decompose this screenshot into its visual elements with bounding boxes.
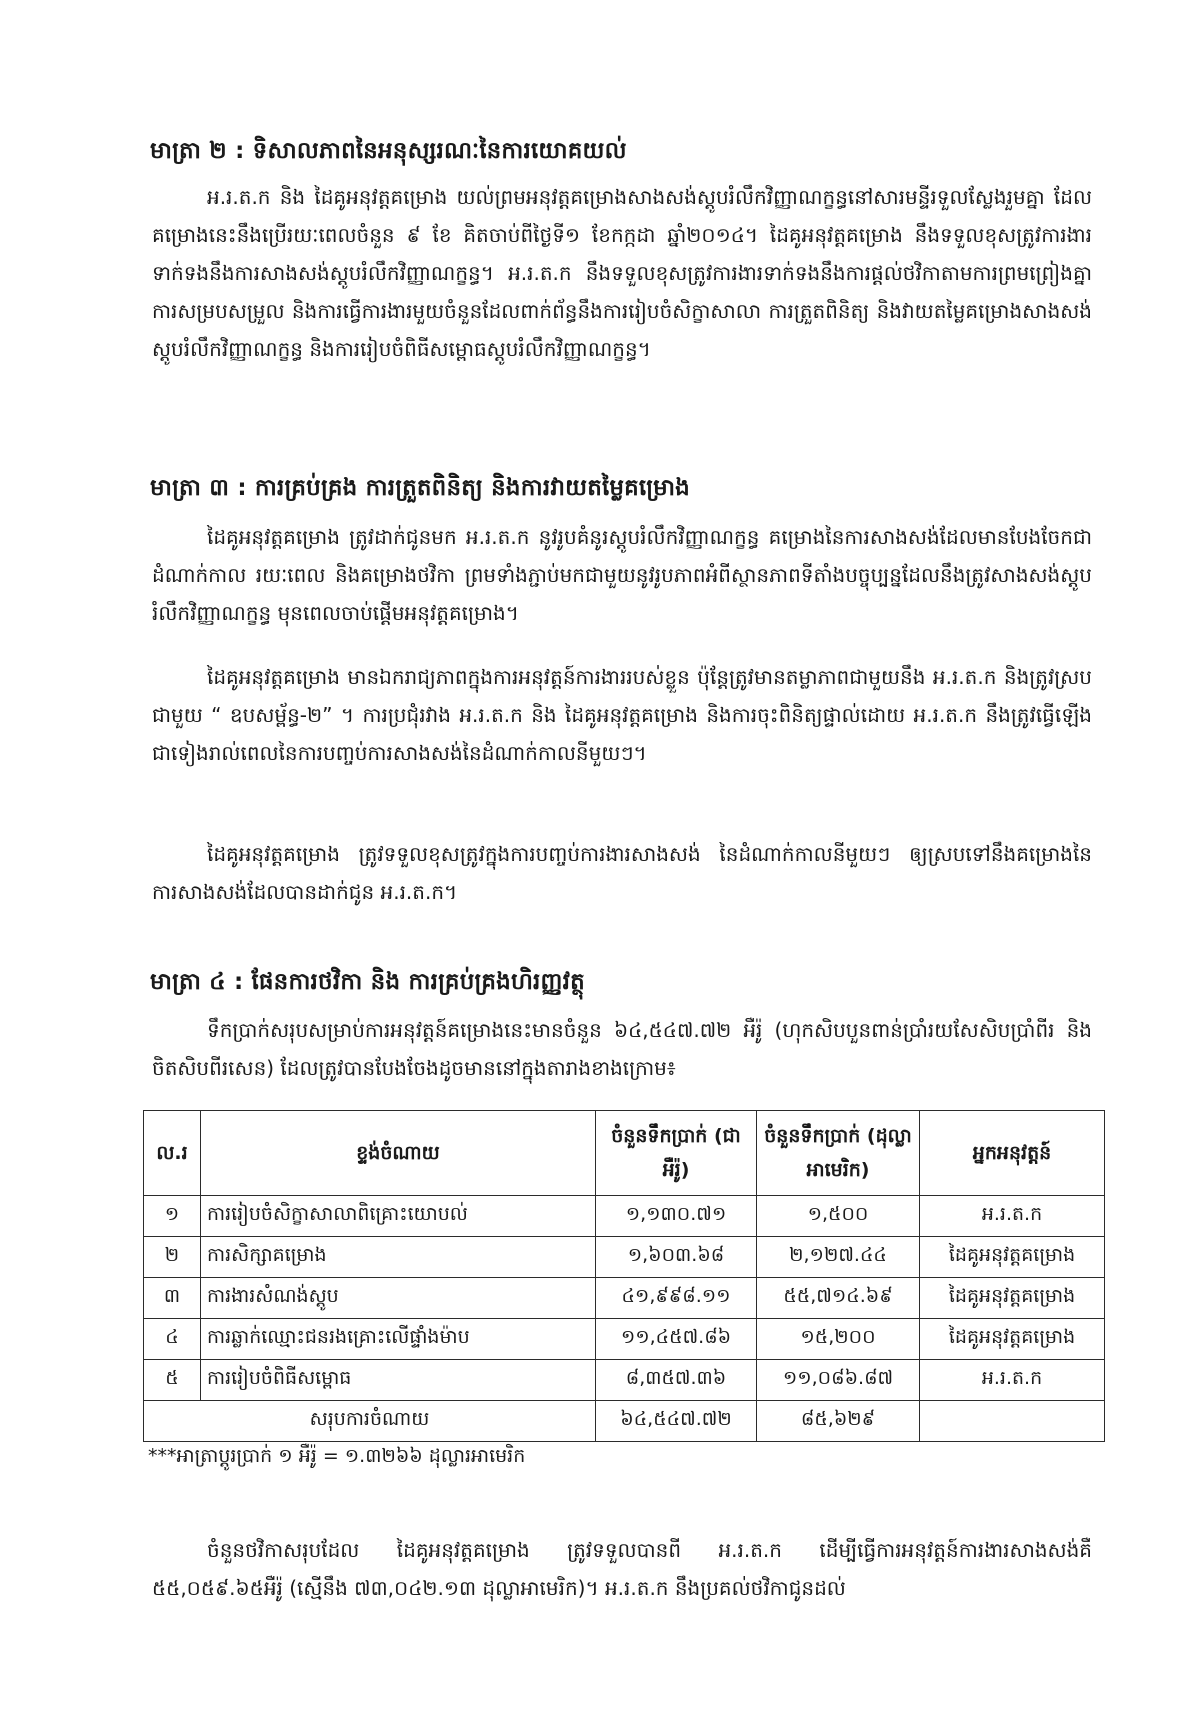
article-3-paragraph-3: ដៃគូអនុវត្តគម្រោង ត្រូវទទួលខុសត្រូវក្នុងការបញ្ចប់ការងារសាងសង់ នៃដំណាក់កាលនីមួយៗ ឲ្យស្របទៅនឹងគម្រោងនៃការសាងសង់ដែលបានដាក់ជូន អ.រ.ត.ក។ xyxy=(152,842,1092,904)
closing-paragraph: ចំនួនថវិកាសរុបដែល ដៃគូអនុវត្តគម្រោង ត្រូវទទួលបានពី អ.រ.ត.ក ដើម្បីធ្វើការអនុវត្តន៍ការងារសាងសង់គឺ ៥៥,០៥៩.៦៥អឺរ៉ូ (ស្មើនឹង ៧៣,០៤២.១៣ ដុល្លាអាមេរិក)។ អ.រ.ត.ក នឹងប្រគល់ថវិកាជូនដល់ xyxy=(152,1538,1092,1600)
row-item: ការសិក្សាគម្រោង xyxy=(201,1237,596,1278)
budget-table xyxy=(143,1110,1105,1442)
row-implementer: ដៃគូអនុវត្តគម្រោង xyxy=(920,1319,1105,1360)
total-label: សរុបការចំណាយ xyxy=(144,1401,596,1442)
row-eur: ៤១,៩៩៨.១១ xyxy=(596,1278,757,1319)
table-total-row xyxy=(144,1401,1105,1442)
header-implementer: អ្នកអនុវត្តន៍ xyxy=(920,1111,1105,1196)
total-implementer xyxy=(920,1401,1105,1442)
table-row xyxy=(144,1196,1105,1237)
article-3-heading: មាត្រា ៣ : ការគ្រប់គ្រង ការត្រួតពិនិត្យ និងការវាយតម្លៃគម្រោង xyxy=(150,475,690,501)
article-2-heading: មាត្រា ២ : ទិសាលភាពនៃអនុស្សរណៈនៃការយោគយល់ xyxy=(150,138,627,164)
row-item: ការរៀបចំសិក្ខាសាលាពិគ្រោះយោបល់ xyxy=(201,1196,596,1237)
table-row xyxy=(144,1237,1105,1278)
header-no: ល.រ xyxy=(144,1111,201,1196)
row-eur: ១,៦០៣.៦៨ xyxy=(596,1237,757,1278)
row-item: ការឆ្លាក់ឈ្មោះជនរងគ្រោះលើផ្ទាំងម៉ាប xyxy=(201,1319,596,1360)
row-usd: ១១,០៨៦.៨៧ xyxy=(757,1360,920,1401)
row-usd: ១៥,២០០ xyxy=(757,1319,920,1360)
article-4-heading: មាត្រា ៤ : ផែនការថវិកា និង ការគ្រប់គ្រងហិរញ្ញវត្ថុ xyxy=(150,969,585,995)
article-3-paragraph-2: ដៃគូអនុវត្តគម្រោង មានឯករាជ្យភាពក្នុងការអនុវត្តន៍ការងាររបស់ខ្លួន ប៉ុន្តែត្រូវមានតម្លាភាពជាមួយនឹង អ.រ.ត.ក និងត្រូវស្របជាមួយ “ ឧបសម្ព័ន្ធ-២” ។ ការប្រជុំរវាង អ.រ.ត.ក និង ដៃគូអនុវត្តគម្រោង និងការចុះពិនិត្យផ្ទាល់ដោយ អ.រ.ត.ក នឹងត្រូវធ្វើឡើងជាទៀងរាល់ពេលនៃការបញ្ចប់ការសាងសង់នៃដំណាក់កាលនីមួយៗ។ xyxy=(152,665,1092,765)
header-item: ខ្ទង់ចំណាយ xyxy=(201,1111,596,1196)
total-usd: ៨៥,៦២៩ xyxy=(757,1401,920,1442)
header-eur: ចំនួនទឹកប្រាក់ (ជាអឺរ៉ូ) xyxy=(596,1111,757,1196)
row-no: ៣ xyxy=(144,1278,201,1319)
row-item: ការងារសំណង់ស្តូប xyxy=(201,1278,596,1319)
row-item: ការរៀបចំពិធីសម្ពោធ xyxy=(201,1360,596,1401)
row-no: ១ xyxy=(144,1196,201,1237)
table-header-row xyxy=(144,1111,1105,1196)
row-no: ៤ xyxy=(144,1319,201,1360)
row-usd: ៥៥,៧១៤.៦៩ xyxy=(757,1278,920,1319)
row-no: ២ xyxy=(144,1237,201,1278)
row-no: ៥ xyxy=(144,1360,201,1401)
article-3-paragraph-1: ដៃគូអនុវត្តគម្រោង ត្រូវដាក់ជូនមក អ.រ.ត.ក នូវរូបគំនូរស្តូបរំលឹកវិញ្ញាណក្ខន្ធ គម្រោងនៃការសាងសង់ដែលមានបែងចែកជាដំណាក់កាល រយៈពេល និងគម្រោងថវិកា ព្រមទាំងភ្ជាប់មកជាមួយនូវរូបភាពអំពីស្ថានភាពទីតាំងបច្ចុប្បន្នដែលនឹងត្រូវសាងសង់ស្តូបរំលឹកវិញ្ញាណក្ខន្ធ មុនពេលចាប់ផ្តើមអនុវត្តគម្រោង។ xyxy=(152,525,1092,625)
header-usd: ចំនួនទឹកប្រាក់ (ដុល្លាអាមេរិក) xyxy=(757,1111,920,1196)
row-eur: ៨,៣៥៧.៣៦ xyxy=(596,1360,757,1401)
row-eur: ១,១៣០.៧១ xyxy=(596,1196,757,1237)
row-usd: ២,១២៧.៤៤ xyxy=(757,1237,920,1278)
table-row xyxy=(144,1360,1105,1401)
row-implementer: អ.រ.ត.ក xyxy=(920,1360,1105,1401)
table-row xyxy=(144,1278,1105,1319)
total-eur: ៦៤,៥៤៧.៧២ xyxy=(596,1401,757,1442)
row-eur: ១១,៤៥៧.៨៦ xyxy=(596,1319,757,1360)
exchange-rate-note: ***អាត្រាប្តូរប្រាក់ ១ អឺរ៉ូ = ១.៣២៦៦ ដុល្លារអាមេរិក xyxy=(148,1445,526,1467)
article-4-intro: ទឹកប្រាក់សរុបសម្រាប់ការអនុវត្តន៍គម្រោងនេះមានចំនួន ៦៤,៥៤៧.៧២ អឺរ៉ូ (ហុកសិបបួនពាន់ប្រាំរយសែសិបប្រាំពីរ និងចិតសិបពីរសេន) ដែលត្រូវបានបែងចែងដូចមាននៅក្នុងតារាងខាងក្រោម៖ xyxy=(152,1018,1092,1080)
article-2-body: អ.រ.ត.ក និង ដៃគូអនុវត្តគម្រោង យល់ព្រមអនុវត្តគម្រោងសាងសង់ស្តូបរំលឹកវិញ្ញាណក្ខន្ធនៅសារមន្ទីរទួលស្លែងរួមគ្នា ដែលគម្រោងនេះនឹងប្រើរយៈពេលចំនួន ៩ ខែ គិតចាប់ពីថ្ងៃទី១ ខែកក្កដា ឆ្នាំ២០១៤។ ដៃគូអនុវត្តគម្រោង នឹងទទួលខុសត្រូវការងារទាក់ទងនឹងការសាងសង់ស្តូបរំលឹកវិញ្ញាណក្ខន្ធ។ អ.រ.ត.ក នឹងទទួលខុសត្រូវការងារទាក់ទងនឹងការផ្តល់ថវិកាតាមការព្រមព្រៀងគ្នា ការសម្របសម្រួល និងការធ្វើការងារមួយចំនួនដែលពាក់ព័ន្ធនឹងការរៀបចំសិក្ខាសាលា ការត្រួតពិនិត្យ និងវាយតម្លៃគម្រោងសាងសង់ស្តូបរំលឹកវិញ្ញាណក្ខន្ធ និងការរៀបចំពិធីសម្ពោធស្តូបរំលឹកវិញ្ញាណក្ខន្ធ។ xyxy=(152,185,1092,361)
row-implementer: អ.រ.ត.ក xyxy=(920,1196,1105,1237)
table-row xyxy=(144,1319,1105,1360)
row-implementer: ដៃគូអនុវត្តគម្រោង xyxy=(920,1237,1105,1278)
row-usd: ១,៥០០ xyxy=(757,1196,920,1237)
row-implementer: ដៃគូអនុវត្តគម្រោង xyxy=(920,1278,1105,1319)
